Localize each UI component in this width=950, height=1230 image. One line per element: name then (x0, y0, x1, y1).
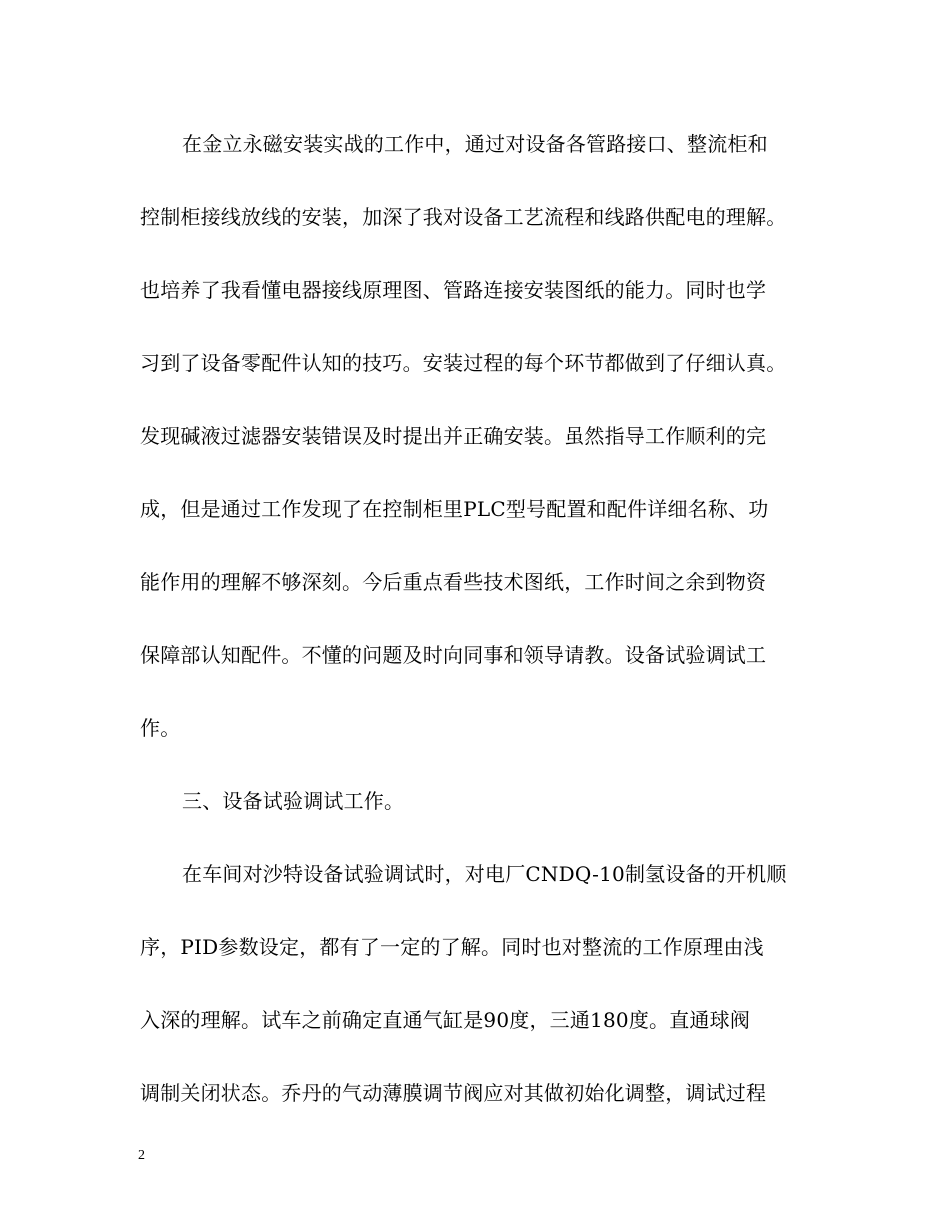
paragraph-line: 在车间对沙特设备试验调试时，对电厂CNDQ-10制氢设备的开机顺 (182, 862, 787, 886)
paragraph-line: 保障部认知配件。不懂的问题及时向同事和领导请教。设备试验调试工 (140, 643, 767, 667)
paragraph-line: 作。 (140, 716, 181, 740)
paragraph-line: 成，但是通过工作发现了在控制柜里PLC型号配置和配件详细名称、功 (140, 497, 769, 521)
paragraph-line: 习到了设备零配件认知的技巧。安装过程的每个环节都做到了仔细认真。 (140, 351, 787, 375)
paragraph-line: 能作用的理解不够深刻。今后重点看些技术图纸，工作时间之余到物资 (140, 570, 767, 594)
paragraph-line: 控制柜接线放线的安装，加深了我对设备工艺流程和线路供配电的理解。 (140, 205, 787, 229)
paragraph-line: 调制关闭状态。乔丹的气动薄膜调节阀应对其做初始化调整，调试过程 (140, 1081, 767, 1105)
paragraph-line: 序，PID参数设定，都有了一定的了解。同时也对整流的工作原理由浅 (140, 935, 764, 959)
paragraph-line: 入深的理解。试车之前确定直通气缸是90度，三通180度。直通球阀 (140, 1008, 751, 1032)
page-number: 2 (138, 1148, 145, 1163)
body-text (140, 122, 830, 1144)
paragraph-line: 发现碱液过滤器安装错误及时提出并正确安装。虽然指导工作顺利的完 (140, 424, 767, 448)
section-heading: 三、设备试验调试工作。 (182, 789, 405, 813)
paragraph-line: 也培养了我看懂电器接线原理图、管路连接安装图纸的能力。同时也学 (140, 278, 767, 302)
paragraph-line: 在金立永磁安装实战的工作中，通过对设备各管路接口、整流柜和 (182, 132, 768, 156)
